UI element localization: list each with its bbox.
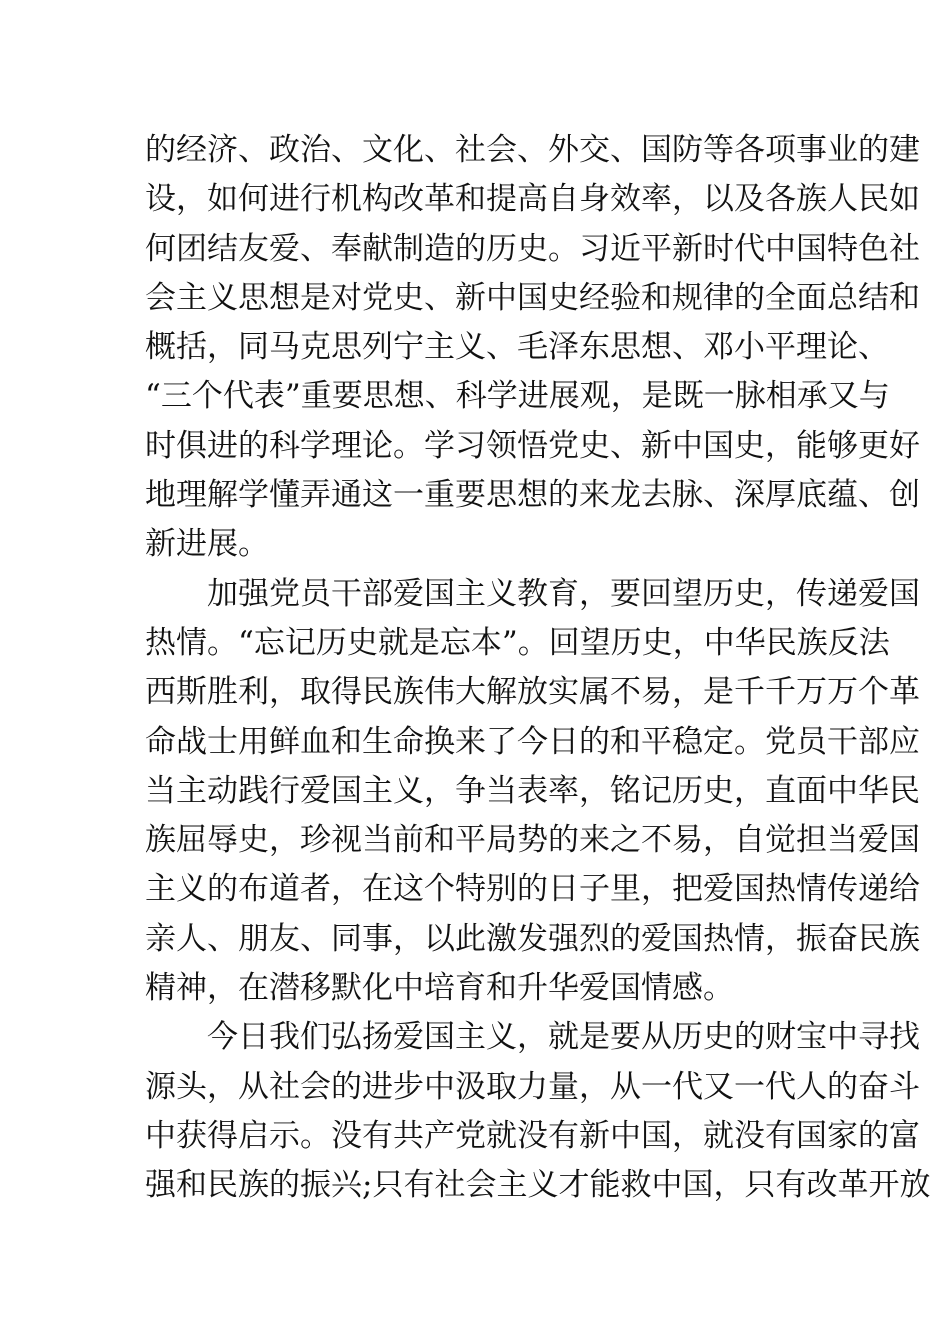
text-line: 加强党员干部爱国主义教育，要回望历史，传递爱国: [207, 575, 920, 612]
text-line: 时俱进的科学理论。学习领悟党史、新中国史，能够更好: [145, 427, 920, 464]
text-line: 设，如何进行机构改革和提高自身效率，以及各族人民如: [145, 181, 920, 218]
text-line: 族屈辱史，珍视当前和平局势的来之不易，自觉担当爱国: [145, 822, 920, 859]
text-line: 中获得启示。没有共产党就没有新中国，就没有国家的富: [145, 1117, 920, 1154]
text-line: “三个代表”重要思想、科学进展观，是既一脉相承又与: [145, 378, 890, 415]
text-line: 地理解学懂弄通这一重要思想的来龙去脉、深厚底蕴、创: [145, 477, 920, 514]
text-line: 会主义思想是对党史、新中国史经验和规律的全面总结和: [145, 279, 920, 316]
text-line: 何团结友爱、奉献制造的历史。习近平新时代中国特色社: [145, 230, 920, 267]
text-line: 源头，从社会的进步中汲取力量，从一代又一代人的奋斗: [145, 1068, 920, 1105]
text-line: 当主动践行爱国主义，争当表率，铭记历史，直面中华民: [145, 772, 920, 809]
text-line: 西斯胜利，取得民族伟大解放实属不易，是千千万万个革: [145, 674, 920, 711]
text-line: 热情。“忘记历史就是忘本”。回望历史，中华民族反法: [145, 624, 890, 661]
text-line: 主义的布道者，在这个特别的日子里，把爱国热情传递给: [145, 871, 920, 908]
text-line: 强和民族的振兴;只有社会主义才能救中国，只有改革开放: [145, 1167, 931, 1204]
body-text: [145, 126, 931, 1211]
text-line: 命战士用鲜血和生命换来了今日的和平稳定。党员干部应: [145, 723, 920, 760]
text-line: 的经济、政治、文化、社会、外交、国防等各项事业的建: [145, 132, 920, 168]
text-line: 新进展。: [145, 526, 269, 563]
text-line: 今日我们弘扬爱国主义，就是要从历史的财宝中寻找: [207, 1019, 920, 1056]
text-line: 概括，同马克思列宁主义、毛泽东思想、邓小平理论、: [145, 329, 889, 366]
text-line: 亲人、朋友、同事，以此激发强烈的爱国热情，振奋民族: [145, 920, 920, 957]
text-line: 精神，在潜移默化中培育和升华爱国情感。: [145, 970, 734, 1007]
